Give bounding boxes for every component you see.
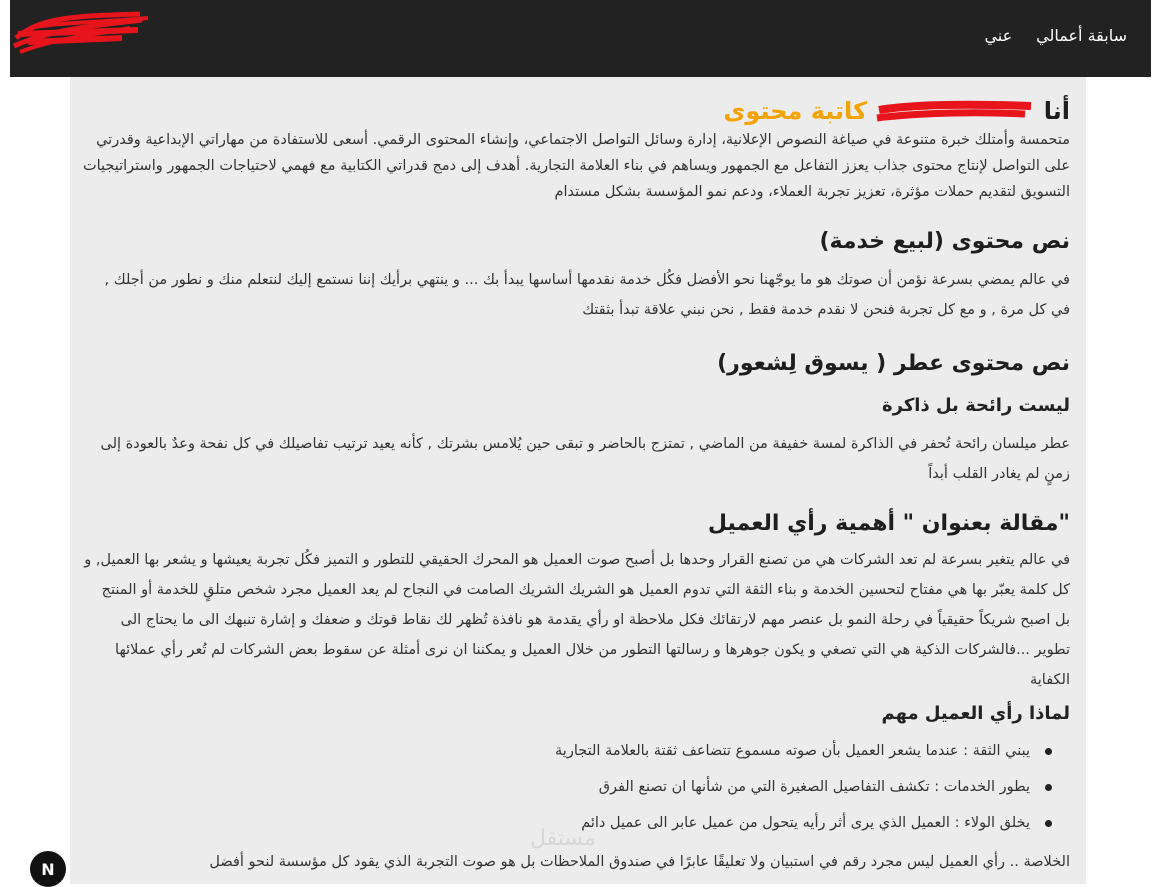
article-subheading: لماذا رأي العميل مهم bbox=[881, 703, 1070, 724]
perfume-section bbox=[82, 349, 1070, 489]
hero-section bbox=[82, 95, 1070, 205]
nav-link-about[interactable]: عني bbox=[984, 26, 1013, 45]
nextjs-badge-icon: N bbox=[41, 859, 55, 879]
logo-redaction-scribble bbox=[10, 8, 150, 56]
nav-link-portfolio[interactable]: سابقة أعمالي bbox=[1036, 26, 1127, 45]
hero-name-redacted bbox=[875, 100, 1035, 124]
hero-role: كاتبة محتوى bbox=[723, 97, 868, 125]
main-content bbox=[70, 77, 1086, 884]
list-item: يخلق الولاء : العميل الذي يرى أثر رأيه يتحول من عميل عابر الى عميل دائم bbox=[82, 805, 1050, 841]
article-points bbox=[82, 733, 1070, 841]
article-section bbox=[82, 509, 1070, 875]
hero-title bbox=[82, 95, 1070, 127]
hero-prefix: أنا bbox=[1043, 97, 1070, 125]
hero-description: متحمسة وأمتلك خبرة متنوعة في صياغة النصوص الإعلانية، إدارة وسائل التواصل الاجتماعي، وإنشاء المحتوى الرقمي. أسعى للاستفادة من مهاراتي الإبداعية وقدرتي على التواصل لإنتاج محتوى جذاب يعزز التفاعل مع الجمهور ويساهم في بناء العلامة التجارية. أهدف إلى دمج قدراتي الكتابية مع فهمي لاحتياجات الجمهور واستراتيجيات التسويق لتقديم حملات مؤثرة، تعزيز تجربة العملاء، ودعم نمو المؤسسة بشكل مستدام bbox=[82, 132, 1070, 200]
article-title: "مقالة بعنوان " أهمية رأي العميل bbox=[707, 511, 1070, 536]
logo[interactable] bbox=[10, 8, 150, 56]
article-conclusion: الخلاصة .. رأي العميل ليس مجرد رقم في استبيان ولا تعليقًا عابرًا في صندوق الملاحظات بل هو صوت التجربة الذي يقود كل مؤسسة لنحو أفضل bbox=[209, 854, 1070, 870]
service-text: في عالم يمضي بسرعة نؤمن أن صوتك هو ما يوجّهنا نحو الأفضل فكُل خدمة نقدمها أساسها يبدأ بك ... و ينتهي برأيك إننا نستمع إليك لنتعلم منك و نطور من أجلك , في كل مرة , و مع كل تجربة فنحن لا نقدم خدمة فقط , نحن نبني علاقة تبدأ بثقتك bbox=[104, 272, 1070, 318]
watermark: مستقل bbox=[530, 826, 596, 851]
perfume-text: عطر ميلسان رائحة تُحفر في الذاكرة لمسة خفيفة من الماضي , تمتزج بالحاضر و تبقى حين يُلامس بشرتك , كأنه يعيد ترتيب تفاصيلك في كل نفحة وعدٌ بالعودة إلى زمنٍ لم يغادر القلب أبداً bbox=[100, 436, 1070, 482]
nav-links bbox=[984, 26, 1127, 45]
perfume-title: نص محتوى عطر ( يسوق لِشعور) bbox=[717, 351, 1070, 376]
nextjs-badge-button[interactable] bbox=[30, 851, 66, 887]
article-text: في عالم يتغير بسرعة لم تعد الشركات هي من تصنع القرار وحدها بل أصبح صوت العميل هو المحرك الحقيقي للتطور و التميز فكُل تجربة يعيشها و يشعر بها العميل, و كل كلمة يعبّر بها هي مفتاح لتحسين الخدمة و بناء الثقة التي تدوم العميل هو الشريك الشريك الصامت في النجاح لم يعد العميل مجرد شخص متلقٍ للخدمة أو المنتج بل اصبح شريكاً حقيقياً في رحلة النمو بل عنصر مهم لارتقائك فكل ملاحظة او رأي يقدمة هو نافذة تُظهر لك نقاط قوتك و ضعفك و إشارة تنبهك الى ما يحتاج الى تطوير ...فالشركات الذكية هي التي تصغي و يكون جوهرها و رسالتها التطور من خلال العميل و يمكننا ان نرى أمثلة عن سقوط بعض الشركات لم تُعر رأي عملائها الكفاية bbox=[84, 552, 1070, 688]
service-section bbox=[82, 227, 1070, 325]
top-navbar bbox=[10, 0, 1151, 77]
service-title: نص محتوى (لبيع خدمة) bbox=[819, 229, 1070, 254]
name-redaction-scribble bbox=[875, 100, 1035, 124]
perfume-subtitle: ليست رائحة بل ذاكرة bbox=[882, 395, 1070, 416]
list-item: يبني الثقة : عندما يشعر العميل بأن صوته مسموع تتضاعف ثقتة بالعلامة التجارية bbox=[82, 733, 1050, 769]
list-item: يطور الخدمات : تكشف التفاصيل الصغيرة التي من شأنها ان تصنع الفرق bbox=[82, 769, 1050, 805]
